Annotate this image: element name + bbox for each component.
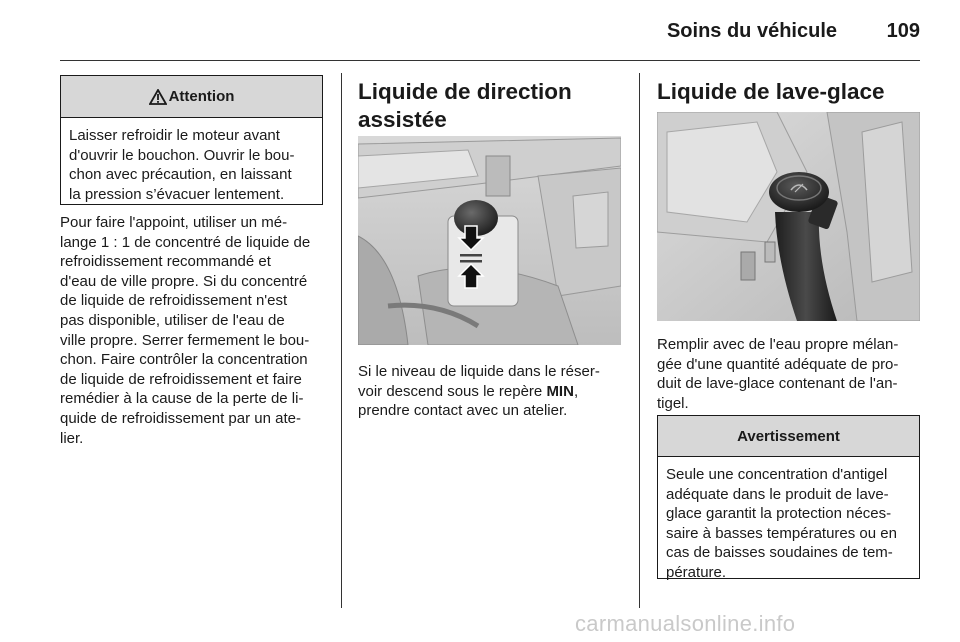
washer-fluid-illustration — [657, 112, 920, 321]
power-steering-text-1: Si le niveau de liquide dans le réser- voir descend sous le repère — [358, 363, 600, 400]
washer-fluid-paragraph: Remplir avec de l'eau propre mélan- gée d'une quantité adéquate de pro- duit de lave-glace contenant de l'an- tigel. — [657, 336, 899, 412]
notice-body: Seule une concentration d'antigel adéquate dans le produit de lave- glace garantit la protection néces- saire à basses températures ou en cas de baisses soudaines de tem- pérature. — [666, 466, 897, 581]
coolant-paragraph: Pour faire l'appoint, utiliser un mé- lange 1 : 1 de concentré de liquide de refroidissement recommandé et d'eau de ville propre. Si du concentré de liquide de refroidissement n'est pas disponible, utiliser de l'eau de ville propre. Serrer fermement le bou- chon. Faire contrôler la concentration de liquide de refroidissement et faire remédier à la cause de la perte de li- quide de refroidissement par un ate- lier. — [60, 214, 311, 447]
column-divider-1 — [341, 73, 342, 608]
warning-triangle-icon — [149, 89, 167, 105]
washer-fluid-title: Liquide de lave-glace — [657, 79, 885, 104]
attention-body: Laisser refroidir le moteur avant d'ouvrir le bouchon. Ouvrir le bou- chon avec précaution, en laissant la pression s’évacuer lentement. — [69, 127, 295, 203]
attention-box-header — [61, 76, 322, 118]
power-steering-paragraph — [358, 362, 628, 421]
notice-box — [657, 415, 920, 579]
attention-heading: Attention — [168, 88, 235, 105]
attention-box — [60, 75, 323, 205]
section-header-title: Soins du véhicule — [666, 20, 837, 42]
power-steering-illustration — [358, 136, 621, 345]
page-number: 109 — [886, 20, 920, 42]
washer-fluid-reservoir-photo — [657, 112, 920, 321]
notice-heading: Avertissement — [737, 427, 840, 445]
power-steering-title: Liquide de direction assistée — [358, 79, 572, 132]
power-steering-text-2: , prendre contact avec un atelier. — [358, 382, 579, 420]
notice-box-header — [658, 416, 919, 457]
column-divider-2 — [639, 73, 640, 608]
watermark-text: carmanualsonline.info — [575, 611, 796, 636]
power-steering-reservoir-photo — [358, 136, 621, 345]
header-divider — [60, 60, 920, 61]
min-mark-label: MIN — [546, 382, 574, 400]
